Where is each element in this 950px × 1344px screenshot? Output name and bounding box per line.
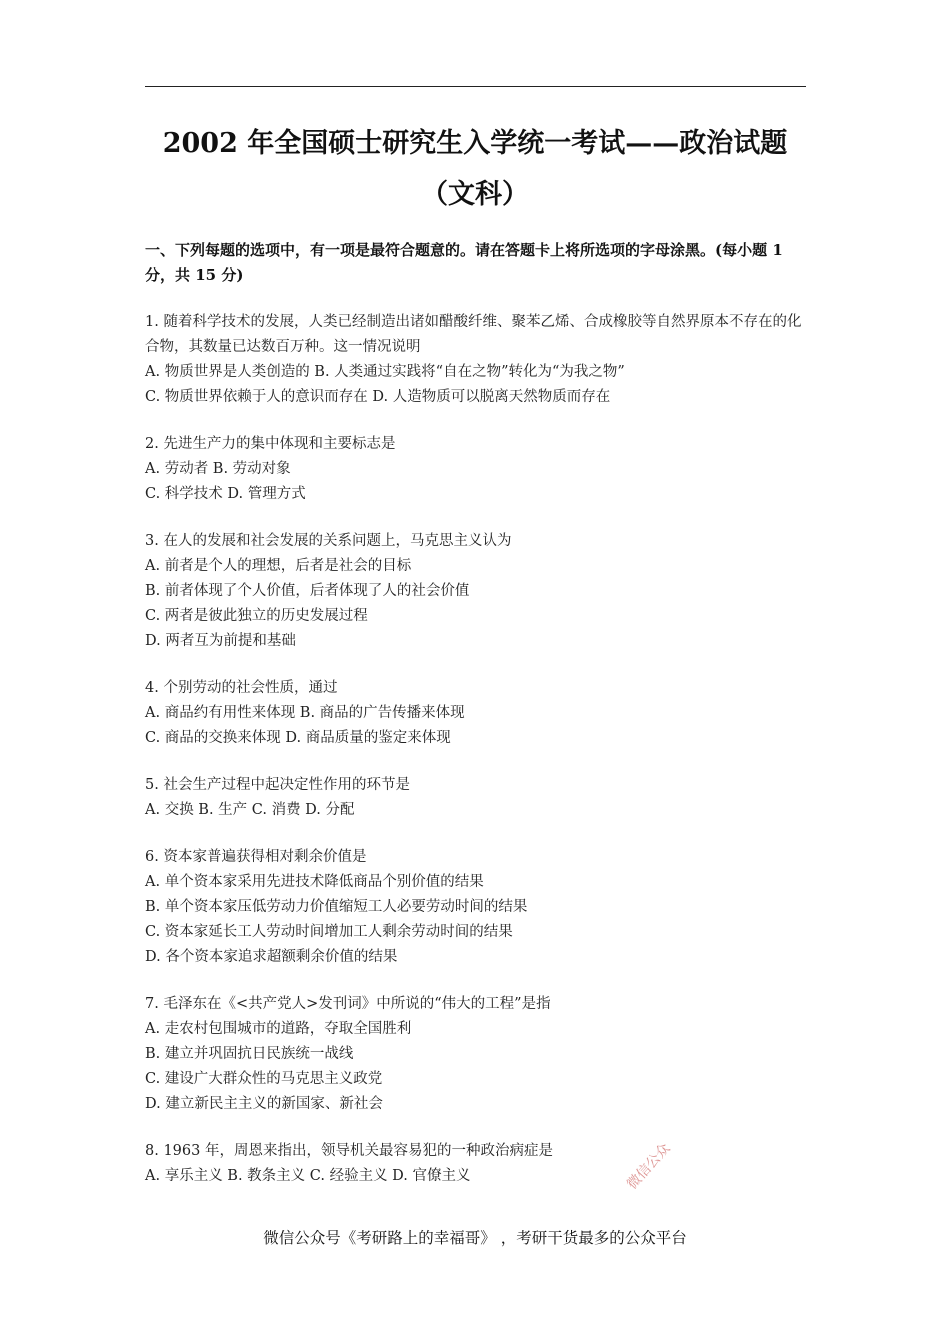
question-option: C. 物质世界依赖于人的意识而存在 D. 人造物质可以脱离天然物质而存在 (145, 389, 611, 405)
question-list (145, 310, 810, 1211)
question-option: A. 走农村包围城市的道路，夺取全国胜利 (145, 1021, 412, 1037)
question-stem: 8. 1963 年，周恩来指出，领导机关最容易犯的一种政治病症是 (145, 1143, 553, 1159)
question-stem: 7. 毛泽东在《<共产党人>发刊词》中所说的“伟大的工程”是指 (145, 996, 551, 1012)
document-subtitle: （文科） (421, 179, 529, 210)
question-4 (145, 676, 810, 751)
question-option: C. 科学技术 D. 管理方式 (145, 486, 306, 502)
question-option: D. 建立新民主主义的新国家、新社会 (145, 1096, 383, 1112)
section-heading: 一、下列每题的选项中，有一项是最符合题意的。请在答题卡上将所选项的字母涂黑。(每小题 1 分，共 15 分) (145, 241, 783, 284)
question-stem: 4. 个别劳动的社会性质，通过 (145, 680, 338, 696)
question-option: A. 前者是个人的理想，后者是社会的目标 (145, 558, 412, 574)
question-stem: 3. 在人的发展和社会发展的关系问题上，马克思主义认为 (145, 533, 512, 549)
question-option: C. 商品的交换来体现 D. 商品质量的鉴定来体现 (145, 730, 451, 746)
question-option: B. 建立并巩固抗日民族统一战线 (145, 1046, 354, 1062)
question-7 (145, 992, 810, 1117)
watermark-stamp: 微信公众 (624, 1140, 674, 1193)
question-option: A. 享乐主义 B. 教条主义 C. 经验主义 D. 官僚主义 (145, 1168, 471, 1184)
question-stem: 2. 先进生产力的集中体现和主要标志是 (145, 436, 396, 452)
question-2 (145, 432, 810, 507)
question-option: B. 前者体现了个人价值，后者体现了人的社会价值 (145, 583, 470, 599)
question-option: C. 建设广大群众性的马克思主义政党 (145, 1071, 383, 1087)
question-6 (145, 845, 810, 970)
document-title: 2002 年全国硕士研究生入学统一考试——政治试题 (162, 128, 788, 159)
question-option: A. 商品约有用性来体现 B. 商品的广告传播来体现 (145, 705, 465, 721)
question-stem: 1. 随着科学技术的发展，人类已经制造出诸如醋酸纤维、聚苯乙烯、合成橡胶等自然界原本不存在的化合物，其数量已达数百万种。这一情况说明 (145, 314, 802, 355)
question-option: A. 单个资本家采用先进技术降低商品个别价值的结果 (145, 874, 484, 890)
header-rule (145, 86, 806, 87)
question-option: D. 各个资本家追求超额剩余价值的结果 (145, 949, 398, 965)
question-8 (145, 1139, 810, 1189)
question-option: B. 单个资本家压低劳动力价值缩短工人必要劳动时间的结果 (145, 899, 528, 915)
question-option: C. 资本家延长工人劳动时间增加工人剩余劳动时间的结果 (145, 924, 513, 940)
question-option: A. 劳动者 B. 劳动对象 (145, 461, 291, 477)
page-footer: 微信公众号《考研路上的幸福哥》 ，考研干货最多的公众平台 (263, 1229, 687, 1247)
question-stem: 5. 社会生产过程中起决定性作用的环节是 (145, 777, 410, 793)
question-option: D. 两者互为前提和基础 (145, 633, 296, 649)
question-1 (145, 310, 810, 410)
question-3 (145, 529, 810, 654)
question-option: C. 两者是彼此独立的历史发展过程 (145, 608, 368, 624)
question-option: A. 物质世界是人类创造的 B. 人类通过实践将“自在之物”转化为“为我之物” (145, 364, 625, 380)
question-5 (145, 773, 810, 823)
question-option: A. 交换 B. 生产 C. 消费 D. 分配 (145, 802, 355, 818)
question-stem: 6. 资本家普遍获得相对剩余价值是 (145, 849, 367, 865)
